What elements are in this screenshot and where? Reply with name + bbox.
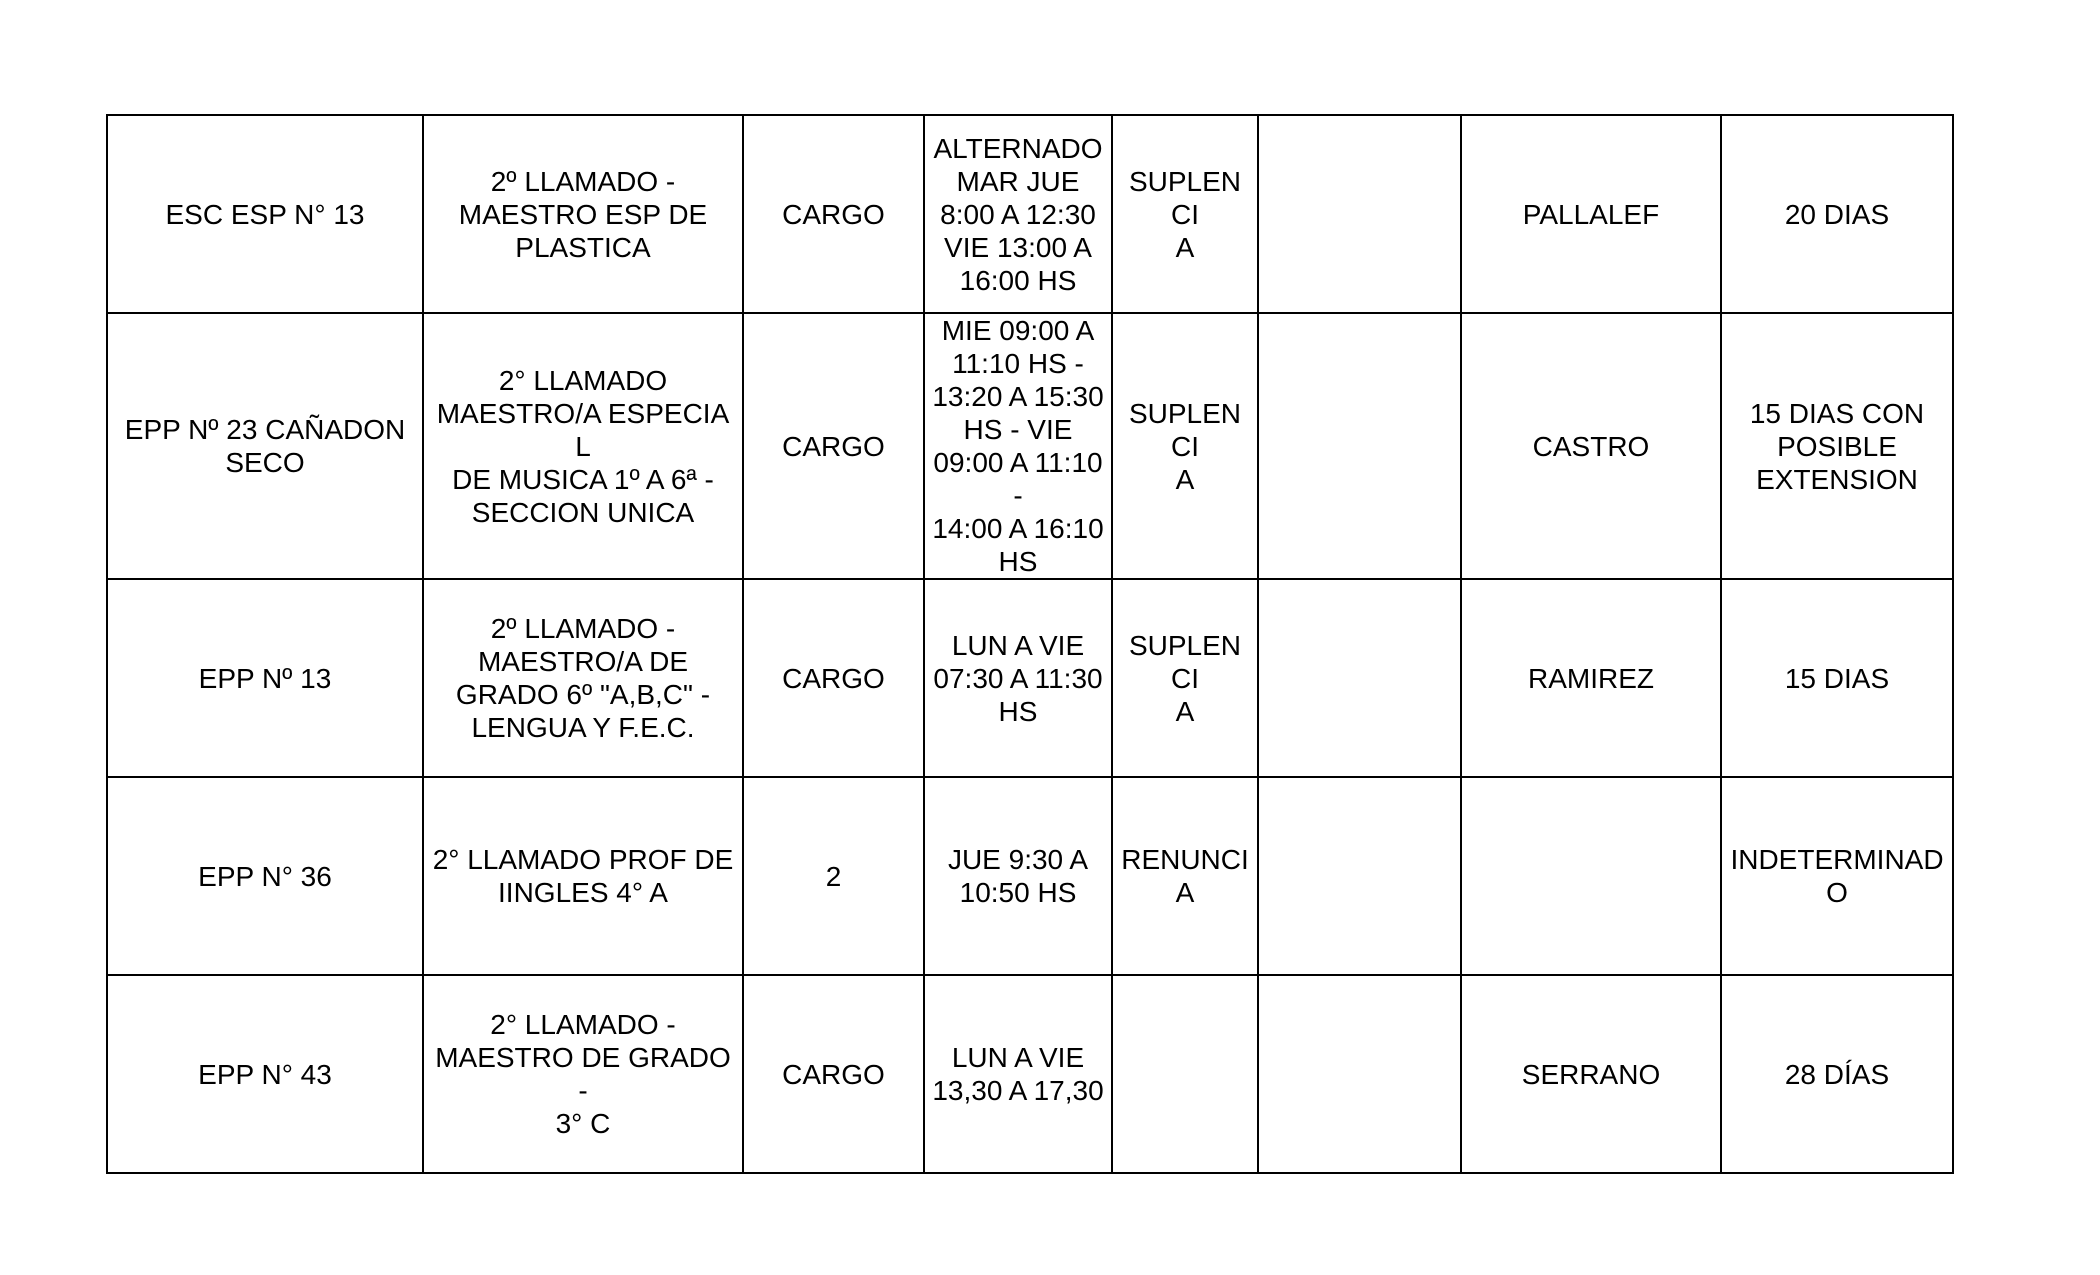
situation-cell: RENUNCI A [1112, 777, 1258, 975]
school-cell: ESC ESP N° 13 [107, 115, 423, 313]
school-cell: EPP Nº 13 [107, 579, 423, 777]
situation-cell: SUPLENCI A [1112, 313, 1258, 579]
call-description-cell: 2º LLAMADO - MAESTRO/A DE GRADO 6º "A,B,C" - LENGUA Y F.E.C. [423, 579, 743, 777]
table-row [107, 975, 1953, 1173]
duration-cell: INDETERMINAD O [1721, 777, 1953, 975]
position-type-cell: CARGO [743, 579, 924, 777]
teacher-cell [1461, 777, 1721, 975]
teacher-cell: SERRANO [1461, 975, 1721, 1173]
call-description-cell: 2° LLAMADO PROF DE IINGLES 4° A [423, 777, 743, 975]
empty-cell [1258, 313, 1461, 579]
empty-cell [1258, 777, 1461, 975]
school-cell: EPP N° 43 [107, 975, 423, 1173]
situation-cell [1112, 975, 1258, 1173]
schedule-cell: MIE 09:00 A 11:10 HS - 13:20 A 15:30 HS - VIE 09:00 A 11:10 - 14:00 A 16:10 HS [924, 313, 1112, 579]
situation-cell: SUPLENCI A [1112, 579, 1258, 777]
table-row [107, 313, 1953, 579]
teacher-cell: RAMIREZ [1461, 579, 1721, 777]
position-type-cell: CARGO [743, 115, 924, 313]
schedule-cell: JUE 9:30 A 10:50 HS [924, 777, 1112, 975]
empty-cell [1258, 975, 1461, 1173]
duration-cell: 20 DIAS [1721, 115, 1953, 313]
call-description-cell: 2° LLAMADO MAESTRO/A ESPECIAL DE MUSICA 1º A 6ª - SECCION UNICA [423, 313, 743, 579]
duration-cell: 15 DIAS CON POSIBLE EXTENSION [1721, 313, 1953, 579]
schedule-cell: LUN A VIE 13,30 A 17,30 [924, 975, 1112, 1173]
school-cell: EPP N° 36 [107, 777, 423, 975]
position-type-cell: CARGO [743, 975, 924, 1173]
table-row [107, 777, 1953, 975]
school-cell: EPP Nº 23 CAÑADON SECO [107, 313, 423, 579]
vacancy-table [106, 114, 1954, 1174]
position-type-cell: CARGO [743, 313, 924, 579]
schedule-cell: LUN A VIE 07:30 A 11:30 HS [924, 579, 1112, 777]
situation-cell: SUPLENCI A [1112, 115, 1258, 313]
teacher-cell: PALLALEF [1461, 115, 1721, 313]
duration-cell: 28 DÍAS [1721, 975, 1953, 1173]
call-description-cell: 2º LLAMADO - MAESTRO ESP DE PLASTICA [423, 115, 743, 313]
empty-cell [1258, 579, 1461, 777]
table-row [107, 579, 1953, 777]
teacher-cell: CASTRO [1461, 313, 1721, 579]
call-description-cell: 2° LLAMADO - MAESTRO DE GRADO - 3° C [423, 975, 743, 1173]
position-type-cell: 2 [743, 777, 924, 975]
table-row [107, 115, 1953, 313]
empty-cell [1258, 115, 1461, 313]
duration-cell: 15 DIAS [1721, 579, 1953, 777]
schedule-cell: ALTERNADO MAR JUE 8:00 A 12:30 VIE 13:00 A 16:00 HS [924, 115, 1112, 313]
